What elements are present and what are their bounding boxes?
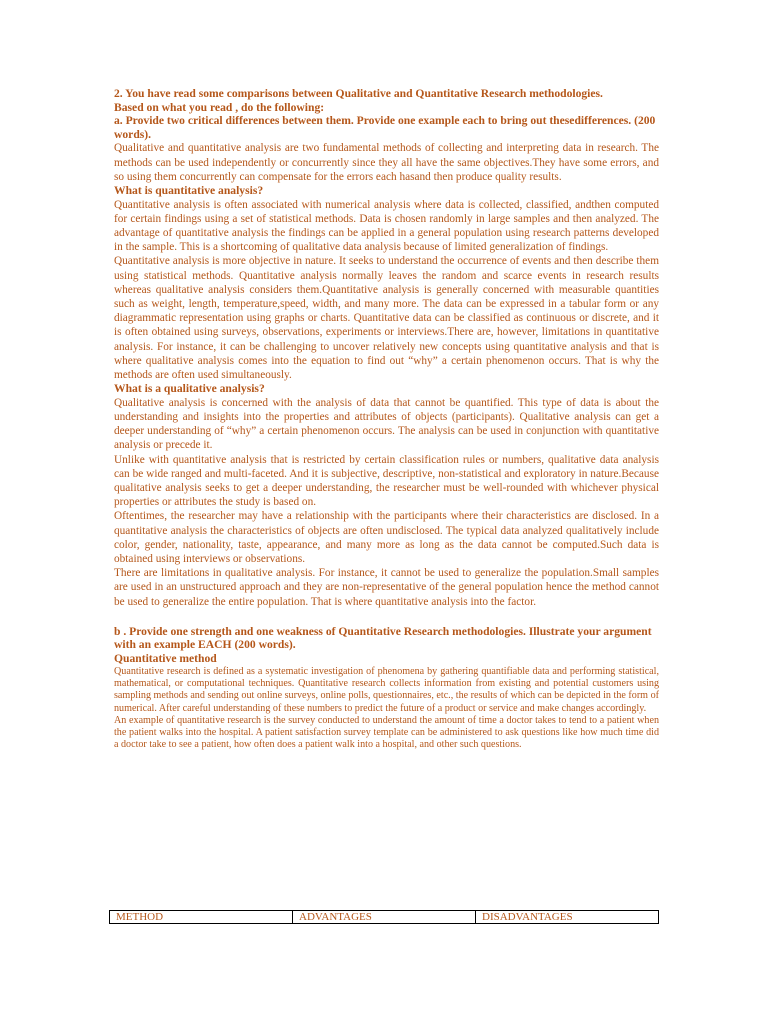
part-b-prompt: b . Provide one strength and one weakness of Quantitative Research methodologies. Illustrate your argument with an example EACH (200 words).: [114, 624, 652, 652]
disadvantages-column-header: DISADVANTAGES: [476, 911, 659, 924]
quantitative-method-paragraph-2: An example of quantitative research is the survey conducted to understand the amount of time a doctor takes to tend to a patient when the patient walks into the hospital. A patient satisfaction survey template can be administered to ask questions like how much time did a doctor take to see a patient, how often does a patient walk into a hospital, and other such questions.: [114, 714, 659, 751]
instruction-line: Based on what you read , do the following:: [114, 100, 325, 114]
document-body: [114, 87, 659, 752]
quantitative-method-paragraph-1: Quantitative research is defined as a systematic investigation of phenomena by gathering quantifiable data and performing statistical, mathematical, or computational techniques. Quantitative research collects information from existing and potential customers using sampling methods and sending out online surveys, online polls, questionnaires, etc., the results of which can be depicted in the form of numerical. After careful understanding of these numbers to predict the future of a product or service and make changes accordingly.: [114, 665, 659, 714]
section-spacer: [114, 609, 659, 625]
method-column-header: METHOD: [110, 911, 293, 924]
quantitative-heading: What is quantitative analysis?: [114, 183, 264, 197]
advantages-column-header: ADVANTAGES: [293, 911, 476, 924]
quantitative-paragraph-1: Quantitative analysis is often associated with numerical analysis where data is collected, classified, andthen computed for certain findings using a set of statistical methods. Data is chosen randomly in large samples and then analyzed. The advantage of quantitative analysis the findings can be applied in a general population using research patterns developed in the sample. This is a shortcoming of qualitative data analysis because of limited generalization of findings.: [114, 198, 659, 254]
table-header-row: [110, 911, 659, 924]
question-heading: 2. You have read some comparisons between Qualitative and Quantitative Research methodologies.: [114, 87, 603, 100]
methods-table: [109, 910, 659, 924]
quantitative-paragraph-2: Quantitative analysis is more objective in nature. It seeks to understand the occurrence of events and then describe them using statistical methods. Quantitative analysis normally leaves the random and scarce events in research results whereas qualitative analysis considers them.Quantitative analysis is generally concerned with measurable quantities such as weight, length, temperature,speed, width, and many more. The data can be expressed in a tabular form or any diagrammatic representation using graphs or charts. Quantitative data can be classified as continuous or discrete, and it is often obtained using surveys, observations, experiments or interviews.There are, however, limitations in quantitative analysis. For instance, it can be challenging to uncover relatively new concepts using quantitative analysis and that is where qualitative analysis comes into the equation to find out “why” a certain phenomenon occurs. That is why the methods are often used simultaneously.: [114, 255, 659, 382]
qualitative-paragraph-4: There are limitations in qualitative analysis. For instance, it cannot be used to generalize the population.Small samples are used in an unstructured approach and they are non-representative of the general population hence the method cannot be used to generalize the entire population. That is where quantitative analysis into the factor.: [114, 567, 659, 608]
qualitative-heading: What is a qualitative analysis?: [114, 382, 265, 396]
qualitative-paragraph-3: Oftentimes, the researcher may have a relationship with the participants where their characteristics are disclosed. In a quantitative analysis the characteristics of objects are often undisclosed. The typical data analyzed qualitatively include color, gender, nationality, taste, appearance, and many more as long as the data cannot be computed.Such data is obtained using interviews or observations.: [114, 510, 659, 566]
qualitative-paragraph-1: Qualitative analysis is concerned with the analysis of data that cannot be quantified. This type of data is about the understanding and insights into the properties and attributes of objects (participants). Qualitative analysis can get a deeper understanding of “why” a certain phenomenon occurs. The analysis can be used in conjunction with quantitative analysis or precede it.: [114, 396, 659, 452]
qualitative-paragraph-2: Unlike with quantitative analysis that is restricted by certain classification rules or numbers, qualitative data analysis can be wide ranged and multi-faceted. And it is subjective, descriptive, non-statistical and exploratory in nature.Because qualitative analysis seeks to get a deeper understanding, the researcher must be well-rounded with whichever physical properties or attributes the study is based on.: [114, 453, 659, 509]
intro-paragraph: Qualitative and quantitative analysis are two fundamental methods of collecting and interpreting data in research. The methods can be used independently or concurrently since they all have the same objectives.They have some errors, and so using them concurrently can compensate for the errors each hasand then produce quality results.: [114, 142, 659, 183]
part-a-prompt: a. Provide two critical differences between them. Provide one example each to bring out thesedifferences. (200 words).: [114, 114, 656, 141]
quantitative-method-heading: Quantitative method: [114, 652, 217, 666]
